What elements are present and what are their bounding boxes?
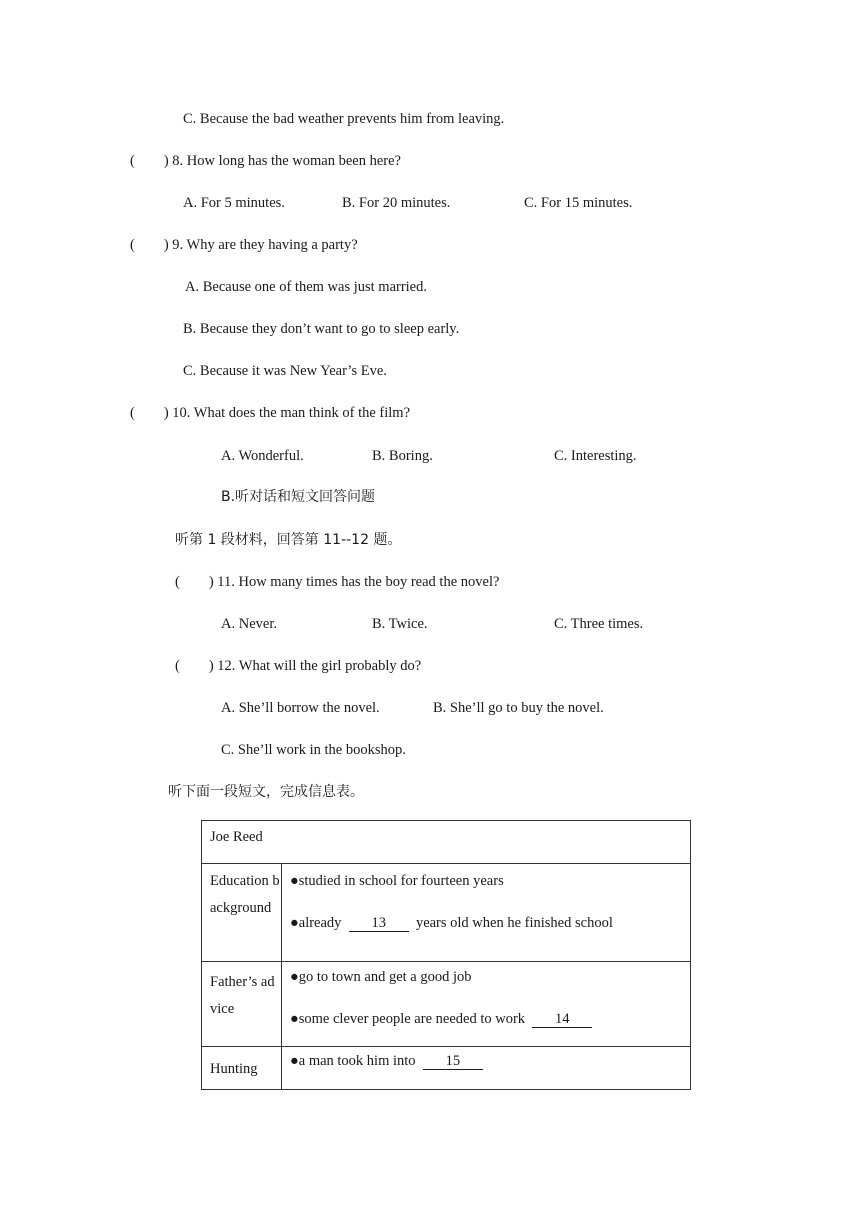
table-cell-hunting-label <box>202 1047 282 1090</box>
blank-14[interactable]: 14 <box>532 1011 592 1028</box>
father-label: Father’s advice <box>210 974 275 1017</box>
section-b-title: B.听对话和短文回答问题 <box>221 489 376 505</box>
education-line-2-start: ●already <box>290 915 342 931</box>
passage1-intro: 听第 1 段材料，回答第 11--12 题。 <box>175 532 402 548</box>
blank-13[interactable]: 13 <box>349 915 409 932</box>
q11-option-b: B. Twice. <box>372 616 428 632</box>
education-line-1: ●studied in school for fourteen years <box>290 873 504 889</box>
father-line-1: ●go to town and get a good job <box>290 969 472 985</box>
father-line-2 <box>290 1009 592 1029</box>
hunting-line-1 <box>290 1051 483 1071</box>
q11-option-a: A. Never. <box>221 616 277 632</box>
q11-question: ( ) 11. How many times has the boy read the novel? <box>175 574 500 590</box>
table-cell-hunting-content <box>282 1047 691 1090</box>
q9-option-b: B. Because they don’t want to go to sleep early. <box>183 321 460 337</box>
q8-option-b: B. For 20 minutes. <box>342 195 451 211</box>
q11-option-c: C. Three times. <box>554 616 644 632</box>
q8-option-c: C. For 15 minutes. <box>524 195 633 211</box>
blank-15[interactable]: 15 <box>423 1053 483 1070</box>
passage2-intro: 听下面一段短文，完成信息表。 <box>168 784 364 800</box>
hunting-label: Hunting <box>210 1061 258 1077</box>
q9-question: ( ) 9. Why are they having a party? <box>130 237 358 253</box>
table-cell-name <box>202 821 691 864</box>
table-cell-father-content <box>282 962 691 1047</box>
q8-question: ( ) 8. How long has the woman been here? <box>130 153 401 169</box>
hunting-line-1-start: ●a man took him into <box>290 1053 416 1069</box>
education-line-2 <box>290 913 613 933</box>
q12-option-a: A. She’ll borrow the novel. <box>221 700 380 716</box>
table-row-hunting <box>202 1047 691 1090</box>
table-row-father <box>202 962 691 1047</box>
info-table <box>201 820 691 1090</box>
table-cell-education-content <box>282 864 691 962</box>
q10-option-a: A. Wonderful. <box>221 448 304 464</box>
table-cell-education-label <box>202 864 282 962</box>
q10-option-b: B. Boring. <box>372 448 433 464</box>
education-line-2-end: years old when he finished school <box>415 915 613 931</box>
person-name: Joe Reed <box>210 829 263 845</box>
q10-question: ( ) 10. What does the man think of the film? <box>130 405 411 421</box>
q8-option-a: A. For 5 minutes. <box>183 195 285 211</box>
q10-option-c: C. Interesting. <box>554 448 637 464</box>
q12-question: ( ) 12. What will the girl probably do? <box>175 658 422 674</box>
q9-option-a: A. Because one of them was just married. <box>185 279 427 295</box>
q9-option-c: C. Because it was New Year’s Eve. <box>183 363 387 379</box>
q7-option-c: C. Because the bad weather prevents him from leaving. <box>183 111 505 127</box>
table-row-name <box>202 821 691 864</box>
q12-option-c: C. She’ll work in the bookshop. <box>221 742 406 758</box>
father-line-2-start: ●some clever people are needed to work <box>290 1011 526 1027</box>
table-row-education <box>202 864 691 962</box>
table-cell-father-label <box>202 962 282 1047</box>
q12-option-b: B. She’ll go to buy the novel. <box>433 700 604 716</box>
education-label: Education background <box>210 873 280 916</box>
